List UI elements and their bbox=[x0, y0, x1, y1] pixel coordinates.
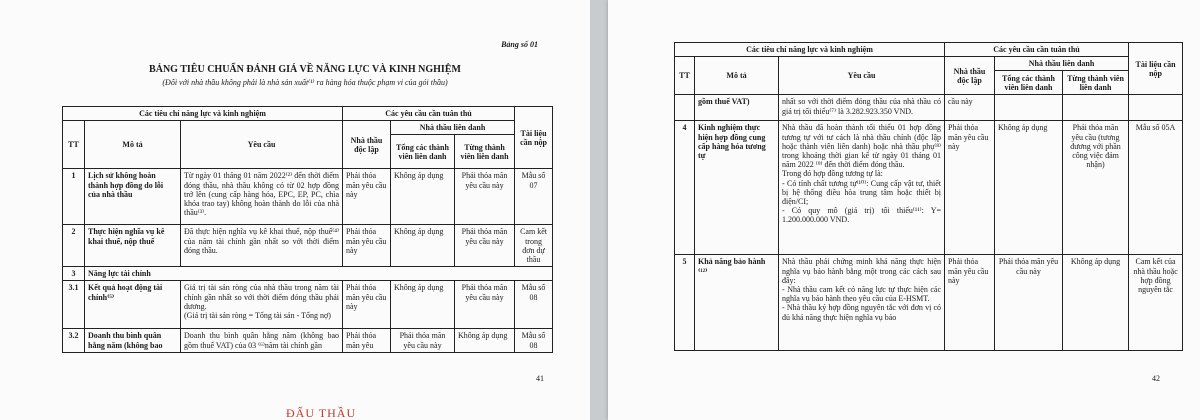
table-row-section bbox=[63, 267, 553, 281]
row-docs: Cam kết của nhà thầu hoặc hợp đồng nguyên tắc bbox=[1129, 255, 1183, 351]
row-each-member: Phải thỏa mãn yêu cầu (tương đương với phần công việc đảm nhận) bbox=[1063, 121, 1129, 255]
row-description: Khả năng bảo hành ⁽¹²⁾ bbox=[695, 255, 779, 351]
document-subtitle: (Đối với nhà thầu không phải là nhà sản xuất⁽¹⁾ ra hàng hóa thuộc phạm vi của gói thầu) bbox=[162, 78, 448, 87]
page-number: 42 bbox=[1152, 374, 1160, 383]
row-tt: 4 bbox=[675, 121, 695, 255]
header-compliance-group: Các yêu cầu cần tuân thủ bbox=[343, 107, 515, 121]
row-independent: Phải thỏa mãn yêu cầu này bbox=[343, 225, 391, 267]
row-each-member: Phải thỏa mãn yêu cầu này bbox=[455, 225, 515, 267]
table-row bbox=[63, 169, 553, 225]
header-requirement: Yêu cầu bbox=[779, 57, 945, 95]
row-independent: Phải thỏa mãn yêu cầu này bbox=[945, 121, 995, 255]
header-docs: Tài liệu cần nộp bbox=[515, 107, 553, 169]
table-row bbox=[63, 329, 553, 353]
table-row bbox=[675, 121, 1183, 255]
requirement-item: - Nhà thầu cam kết có năng lực tự thực hiện các nghĩa vụ bảo hành theo yêu cầu của E-HSMT. bbox=[782, 284, 941, 304]
criteria-table-right bbox=[674, 42, 1183, 351]
header-total-members: Tổng các thành viên liên danh bbox=[995, 71, 1063, 95]
row-independent: Phải thỏa mãn yêu cầu này bbox=[343, 281, 391, 329]
row-description: Thực hiện nghĩa vụ kê khai thuế, nộp thuế bbox=[85, 225, 181, 267]
document-title: BẢNG TIÊU CHUẨN ĐÁNH GIÁ VỀ NĂNG LỰC VÀ KINH NGHIỆM bbox=[149, 64, 461, 75]
header-description: Mô tả bbox=[695, 57, 779, 95]
row-total-members: Phải thỏa mãn yêu cầu này bbox=[391, 329, 455, 353]
table-row-continued bbox=[675, 95, 1183, 121]
requirement-item: - Có tính chất tương tự⁽¹⁰⁾: Cung cấp vật tư, thiết bị hệ thống điều hòa trung tâm hoặc thiết bị điện/CI; bbox=[782, 178, 941, 206]
row-total-members: Không áp dụng bbox=[391, 281, 455, 329]
row-requirement: Từ ngày 01 tháng 01 năm 2022⁽²⁾ đến thời điểm đóng thầu, nhà thầu không có từ 02 hợp đồng trở lên (cung cấp hàng hóa, EPC, EP, PC, chìa khóa trao tay) không hoàn thành do lỗi của nhà thầu⁽³⁾. bbox=[181, 169, 343, 225]
header-each-member: Từng thành viên liên danh bbox=[1063, 71, 1129, 95]
row-docs: Mẫu số 08 bbox=[515, 281, 553, 329]
document-page-left bbox=[0, 0, 590, 420]
row-tt: 5 bbox=[675, 255, 695, 351]
row-independent: Phải thỏa mãn yêu bbox=[343, 329, 391, 353]
row-requirement: nhất so với thời điểm đóng thầu của nhà thầu có giá trị tối thiểu⁽⁷⁾ là 3.282.923.350 VND. bbox=[779, 95, 945, 121]
header-criteria-group: Các tiêu chí năng lực và kinh nghiệm bbox=[63, 107, 343, 121]
header-joint-venture: Nhà thầu liên danh bbox=[391, 121, 515, 135]
requirement-text: Nhà thầu phải chứng minh khả năng thực hiện nghĩa vụ bảo hành bằng một trong các cách sau đây: bbox=[782, 257, 941, 285]
document-page-right bbox=[608, 0, 1200, 420]
row-total-members: Không áp dụng bbox=[995, 121, 1063, 255]
row-each-member: Phải thỏa mãn yêu cầu này bbox=[455, 281, 515, 329]
row-tt: 2 bbox=[63, 225, 85, 267]
requirement-note: (Giá trị tài sản ròng = Tổng tài sản - Tổng nợ) bbox=[184, 310, 331, 320]
row-tt: 3 bbox=[63, 267, 85, 281]
header-total-members: Tổng các thành viên liên danh bbox=[391, 135, 455, 169]
table-row bbox=[675, 255, 1183, 351]
row-requirement bbox=[779, 255, 945, 351]
header-compliance-group: Các yêu cầu cần tuân thủ bbox=[945, 43, 1129, 57]
stamp-seal: ĐẤU THẦU bbox=[286, 406, 357, 420]
row-independent: cầu này bbox=[945, 95, 995, 121]
row-total-members: Phải thỏa mãn yêu cầu này bbox=[995, 255, 1063, 351]
row-total-members: Không áp dụng bbox=[391, 225, 455, 267]
row-description: gồm thuế VAT) bbox=[695, 95, 779, 121]
header-independent: Nhà thầu độc lập bbox=[945, 57, 995, 95]
page-number: 41 bbox=[536, 374, 544, 383]
row-requirement: Đã thực hiện nghĩa vụ kê khai thuế, nộp thuế⁽⁴⁾ của năm tài chính gần nhất so với thời điểm đóng thầu. bbox=[181, 225, 343, 267]
row-tt: 3.2 bbox=[63, 329, 85, 353]
header-tt: TT bbox=[675, 57, 695, 95]
row-description: Kết quả hoạt động tài chính⁽⁵⁾ bbox=[85, 281, 181, 329]
row-tt: 1 bbox=[63, 169, 85, 225]
header-joint-venture: Nhà thầu liên danh bbox=[995, 57, 1129, 71]
row-docs: Mẫu số 05A bbox=[1129, 121, 1183, 255]
header-description: Mô tả bbox=[85, 121, 181, 169]
row-description: Kinh nghiệm thực hiện hợp đồng cung cấp hàng hóa tương tự bbox=[695, 121, 779, 255]
header-docs: Tài liệu cần nộp bbox=[1129, 43, 1183, 95]
row-tt: 3.1 bbox=[63, 281, 85, 329]
row-total-members: Không áp dụng bbox=[391, 169, 455, 225]
row-each-member: Phải thỏa mãn yêu cầu này bbox=[455, 169, 515, 225]
table-row bbox=[63, 225, 553, 267]
header-each-member: Từng thành viên liên danh bbox=[455, 135, 515, 169]
table-row bbox=[63, 281, 553, 329]
header-criteria-group: Các tiêu chí năng lực và kinh nghiệm bbox=[675, 43, 945, 57]
row-description: Lịch sử không hoàn thành hợp đồng do lỗi của nhà thầu bbox=[85, 169, 181, 225]
header-independent: Nhà thầu độc lập bbox=[343, 121, 391, 169]
row-requirement bbox=[779, 121, 945, 255]
row-independent: Phải thỏa mãn yêu cầu này bbox=[343, 169, 391, 225]
requirement-text: Giá trị tài sản ròng của nhà thầu trong năm tài chính gần nhất so với thời điểm đóng thầu phải dương. bbox=[184, 283, 339, 311]
row-docs: Mẫu số 07 bbox=[515, 169, 553, 225]
requirement-item: - Nhà thầu ký hợp đồng nguyên tắc với đơn vị có đủ khả năng thực hiện nghĩa vụ bảo bbox=[782, 303, 941, 322]
section-title: Năng lực tài chính bbox=[85, 267, 553, 281]
requirement-intro: Trong đó hợp đồng tương tự là: bbox=[782, 169, 883, 179]
book-gutter bbox=[590, 0, 608, 420]
header-tt: TT bbox=[63, 121, 85, 169]
row-description: Doanh thu bình quân hằng năm (không bao bbox=[85, 329, 181, 353]
requirement-text: Nhà thầu đã hoàn thành tối thiểu 01 hợp đồng tương tự với tư cách là nhà thầu chính (độc lập hoặc thành viên liên danh) hoặc nhà thầu phụ⁽⁸⁾ trong khoảng thời gian kể từ ngày 01 tháng 01 năm 2022 ⁽⁹⁾ đến thời điểm đóng thầu. bbox=[782, 123, 941, 170]
row-docs: Mẫu số 08 bbox=[515, 329, 553, 353]
row-each-member: Không áp dụng bbox=[1063, 255, 1129, 351]
row-each-member: Không áp dụng bbox=[455, 329, 515, 353]
row-independent: Phải thỏa mãn yêu cầu này bbox=[945, 255, 995, 351]
row-requirement bbox=[181, 281, 343, 329]
row-requirement: Doanh thu bình quân hằng năm (không bao gồm thuế VAT) của 03 ⁽⁶⁾năm tài chính gần bbox=[181, 329, 343, 353]
row-docs: Cam kết trong đơn dự thầu bbox=[515, 225, 553, 267]
criteria-table-left bbox=[62, 106, 553, 353]
header-requirement: Yêu cầu bbox=[181, 121, 343, 169]
form-label: Bảng số 01 bbox=[501, 40, 538, 49]
requirement-item: - Có quy mô (giá trị) tối thiểu⁽¹¹⁾: Y= 1.200.000.000 VND. bbox=[782, 206, 941, 225]
